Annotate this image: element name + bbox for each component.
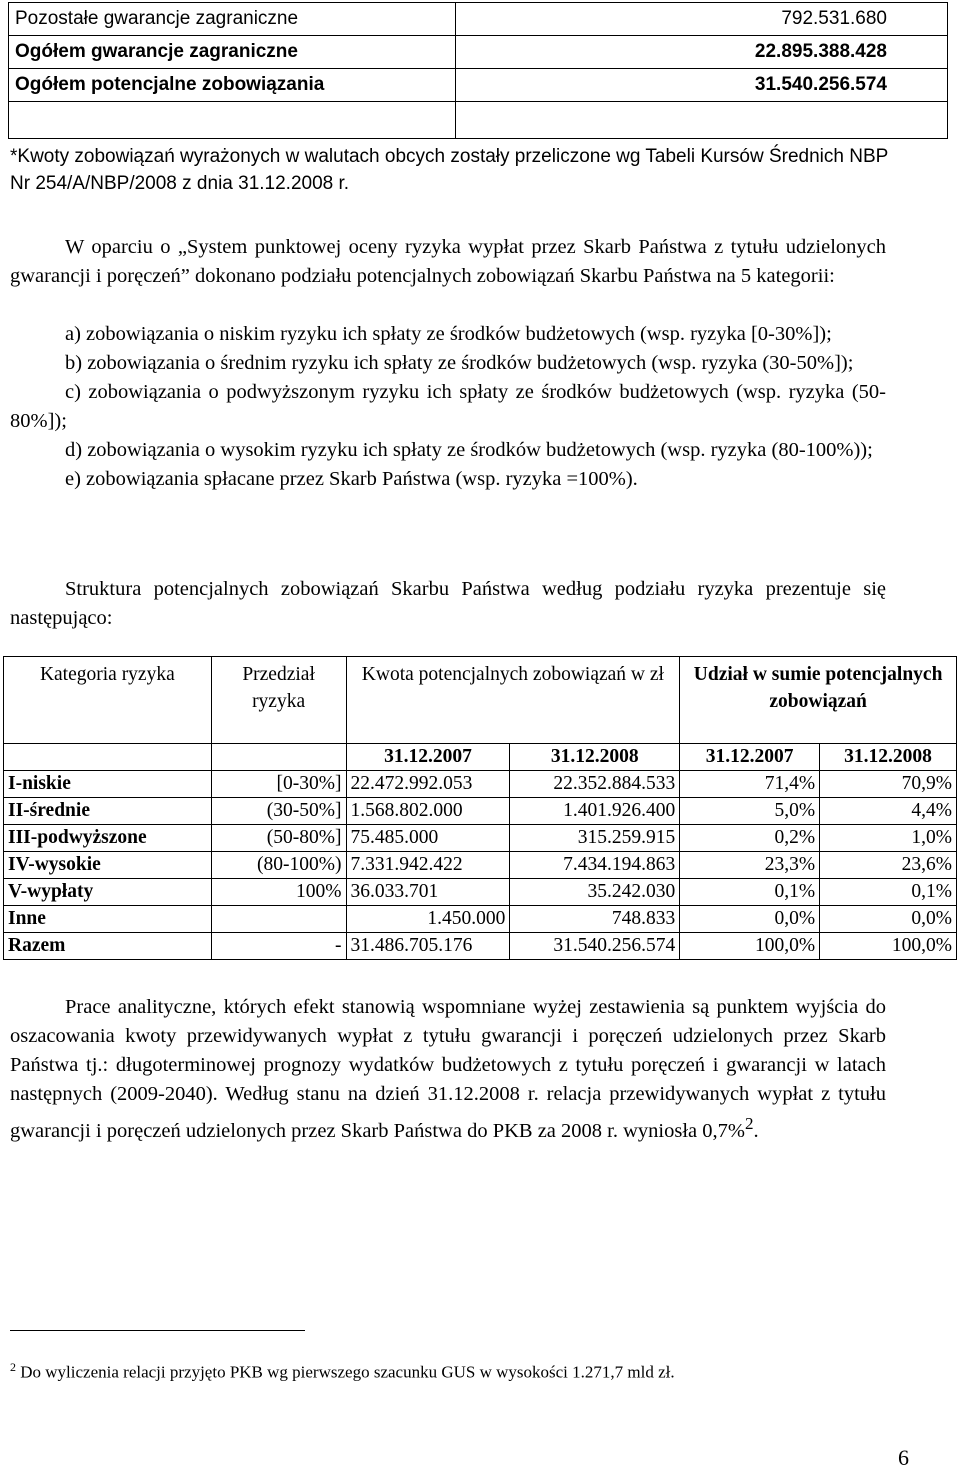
analysis-paragraph	[10, 993, 886, 1146]
empty-cell	[456, 102, 948, 139]
analysis-end: .	[753, 1119, 759, 1142]
row-value: 31.540.256.574	[456, 69, 948, 102]
intro-paragraph: W oparciu o „System punktowej oceny ryzyka wypłat przez Skarb Państwa z tytułu udzielonych gwarancji i poręczeń” dokonano podziału potencjalnych zobowiązań Skarbu Państwa na 5 kategorii:	[10, 236, 886, 287]
list-item: c) zobowiązania o podwyższonym ryzyku ich spłaty ze środków budżetowych (wsp. ryzyka (50-80%]);	[10, 381, 886, 432]
cell-share-2007: 0,2%	[680, 825, 820, 852]
cell-range	[211, 906, 346, 933]
empty-cell	[9, 102, 456, 139]
cell-amount-2008: 315.259.915	[510, 825, 680, 852]
cell-amount-2008: 1.401.926.400	[510, 798, 680, 825]
table-row-empty	[9, 102, 948, 139]
table-row	[9, 36, 948, 69]
table-row	[4, 825, 957, 852]
cell-range: (50-80%]	[211, 825, 346, 852]
header-date: 31.12.2007	[680, 744, 820, 771]
cell-category: II-średnie	[4, 798, 212, 825]
list-item: a) zobowiązania o niskim ryzyku ich spłaty ze środków budżetowych (wsp. ryzyka [0-30%]);	[65, 323, 832, 345]
list-item: d) zobowiązania o wysokim ryzyku ich spłaty ze środków budżetowych (wsp. ryzyka (80-100%));	[65, 439, 873, 461]
list-item: b) zobowiązania o średnim ryzyku ich spłaty ze środków budżetowych (wsp. ryzyka (30-50%]);	[65, 352, 854, 374]
empty-cell	[4, 744, 212, 771]
list-item: e) zobowiązania spłacane przez Skarb Państwa (wsp. ryzyka =100%).	[65, 468, 638, 490]
table-row	[4, 906, 957, 933]
cell-category: IV-wysokie	[4, 852, 212, 879]
exchange-rate-note: *Kwoty zobowiązań wyrażonych w walutach obcych zostały przeliczone wg Tabeli Kursów Średnich NBP Nr 254/A/NBP/2008 z dnia 31.12.2008 r.	[10, 146, 888, 194]
cell-amount-2007: 75.485.000	[346, 825, 510, 852]
cell-amount-2007: 7.331.942.422	[346, 852, 510, 879]
table-row	[9, 69, 948, 102]
cell-range: -	[211, 933, 346, 960]
cell-amount-2008: 7.434.194.863	[510, 852, 680, 879]
cell-range: (30-50%]	[211, 798, 346, 825]
cell-amount-2007: 22.472.992.053	[346, 771, 510, 798]
page-number: 6	[898, 1445, 909, 1470]
risk-structure-table	[3, 656, 957, 960]
footnote-reference[interactable]: 2	[744, 1114, 754, 1133]
cell-share-2007: 100,0%	[680, 933, 820, 960]
row-label: Pozostałe gwarancje zagraniczne	[9, 3, 456, 36]
cell-range: (80-100%)	[211, 852, 346, 879]
footnote-number: 2	[10, 1360, 16, 1374]
cell-category: V-wypłaty	[4, 879, 212, 906]
foreign-guarantees-table	[8, 2, 948, 139]
cell-share-2007: 0,0%	[680, 906, 820, 933]
row-value: 792.531.680	[456, 3, 948, 36]
footnote-separator	[10, 1330, 305, 1331]
cell-share-2008: 4,4%	[820, 798, 957, 825]
cell-share-2008: 0,0%	[820, 906, 957, 933]
cell-category: Inne	[4, 906, 212, 933]
row-label: Ogółem potencjalne zobowiązania	[9, 69, 456, 102]
footnote	[10, 1360, 675, 1383]
table-row	[4, 852, 957, 879]
cell-share-2007: 0,1%	[680, 879, 820, 906]
table-header-row	[4, 657, 957, 744]
cell-share-2007: 23,3%	[680, 852, 820, 879]
structure-intro-paragraph: Struktura potencjalnych zobowiązań Skarbu Państwa według podziału ryzyka prezentuje się następująco:	[10, 578, 886, 629]
cell-amount-2007: 1.450.000	[346, 906, 510, 933]
table-row	[4, 771, 957, 798]
row-label: Ogółem gwarancje zagraniczne	[9, 36, 456, 69]
table-row	[9, 3, 948, 36]
cell-share-2008: 1,0%	[820, 825, 957, 852]
row-value: 22.895.388.428	[456, 36, 948, 69]
table-date-row	[4, 744, 957, 771]
header-date: 31.12.2008	[820, 744, 957, 771]
cell-amount-2007: 36.033.701	[346, 879, 510, 906]
footnote-text: Do wyliczenia relacji przyjęto PKB wg pierwszego szacunku GUS w wysokości 1.271,7 mld zł.	[20, 1362, 675, 1382]
cell-range: [0-30%]	[211, 771, 346, 798]
empty-cell	[211, 744, 346, 771]
cell-share-2007: 5,0%	[680, 798, 820, 825]
header-share: Udział w sumie potencjalnych zobowiązań	[680, 657, 957, 744]
header-range: Przedział ryzyka	[211, 657, 346, 744]
cell-share-2007: 71,4%	[680, 771, 820, 798]
cell-amount-2008: 748.833	[510, 906, 680, 933]
cell-category: I-niskie	[4, 771, 212, 798]
header-amount: Kwota potencjalnych zobowiązań w zł	[346, 657, 680, 744]
table-row	[4, 798, 957, 825]
header-date: 31.12.2008	[510, 744, 680, 771]
cell-range: 100%	[211, 879, 346, 906]
header-category: Kategoria ryzyka	[4, 657, 212, 744]
analysis-text: Prace analityczne, których efekt stanowią wspomniane wyżej zestawienia są punktem wyjścia do oszacowania kwoty przewidywanych wypłat z tytułu gwarancji i poręczeń udzielonych przez Skarb Państwa tj.: długoterminowej prognozy wydatków budżetowych z tytułu poręczeń i gwarancji w latach następnych (2009-2040). Według stanu na dzień 31.12.2008 r. relacja przewidywanych wypłat z tytułu gwarancji i poręczeń udzielonych przez Skarb Państwa do PKB za 2008 r. wyniosła 0,7%	[10, 996, 886, 1142]
cell-amount-2008: 35.242.030	[510, 879, 680, 906]
cell-amount-2007: 31.486.705.176	[346, 933, 510, 960]
cell-amount-2007: 1.568.802.000	[346, 798, 510, 825]
cell-share-2008: 23,6%	[820, 852, 957, 879]
header-date: 31.12.2007	[346, 744, 510, 771]
cell-category: Razem	[4, 933, 212, 960]
cell-amount-2008: 22.352.884.533	[510, 771, 680, 798]
cell-category: III-podwyższone	[4, 825, 212, 852]
cell-share-2008: 0,1%	[820, 879, 957, 906]
cell-share-2008: 100,0%	[820, 933, 957, 960]
risk-category-list	[10, 320, 886, 494]
table-row	[4, 879, 957, 906]
table-row-total	[4, 933, 957, 960]
cell-amount-2008: 31.540.256.574	[510, 933, 680, 960]
cell-share-2008: 70,9%	[820, 771, 957, 798]
